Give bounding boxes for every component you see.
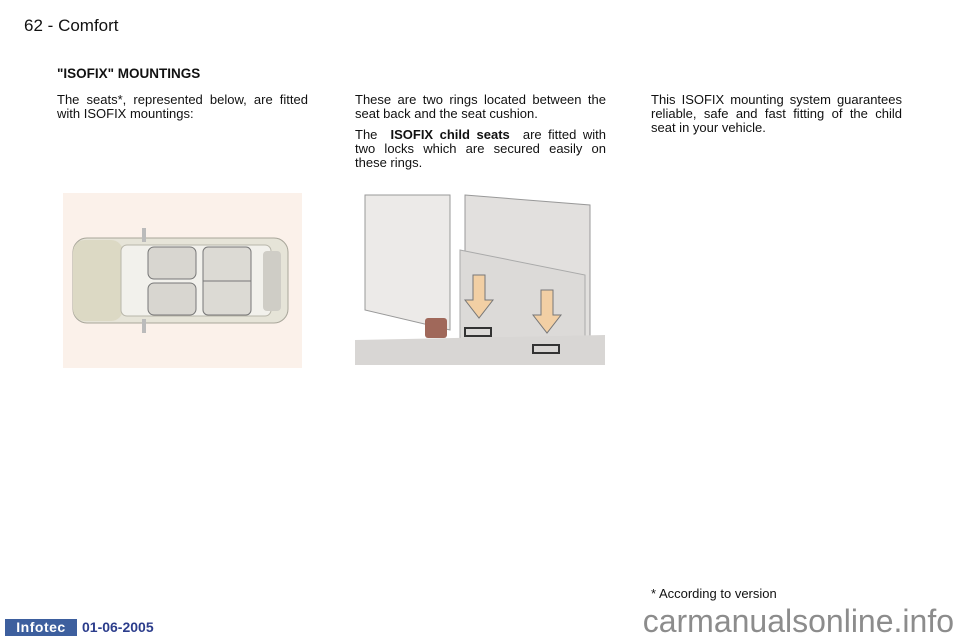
text-pre: The [355, 127, 378, 142]
header-separator: - [47, 16, 54, 35]
page-number: 62 [24, 16, 43, 35]
section-title: Comfort [58, 16, 119, 35]
system-text: This ISOFIX mounting system guarantees reliable, safe and fast fitting of the child seat in your vehicle. [651, 92, 902, 135]
child-seats-text [355, 128, 606, 170]
footer-date: 01-06-2005 [82, 619, 154, 635]
text-bold: ISOFIX child seats [390, 127, 510, 142]
intro-text: The seats*, represented below, are fitted with ISOFIX mountings: [57, 92, 308, 121]
seat-rings-illustration [355, 190, 605, 370]
footnote: * According to version [651, 586, 777, 601]
rings-text: These are two rings located between the seat back and the seat cushion. [355, 92, 606, 121]
page-header [24, 16, 119, 36]
column-1 [57, 93, 308, 128]
column-3 [651, 93, 902, 142]
column-2 [355, 93, 606, 177]
page-title: "ISOFIX" MOUNTINGS [57, 66, 201, 81]
car-top-view-illustration [63, 193, 302, 368]
watermark: carmanualsonline.info [642, 603, 954, 639]
text-post: are fitted with two locks which are secured easily on these rings. [355, 127, 606, 170]
infotec-badge: Infotec [5, 619, 77, 636]
